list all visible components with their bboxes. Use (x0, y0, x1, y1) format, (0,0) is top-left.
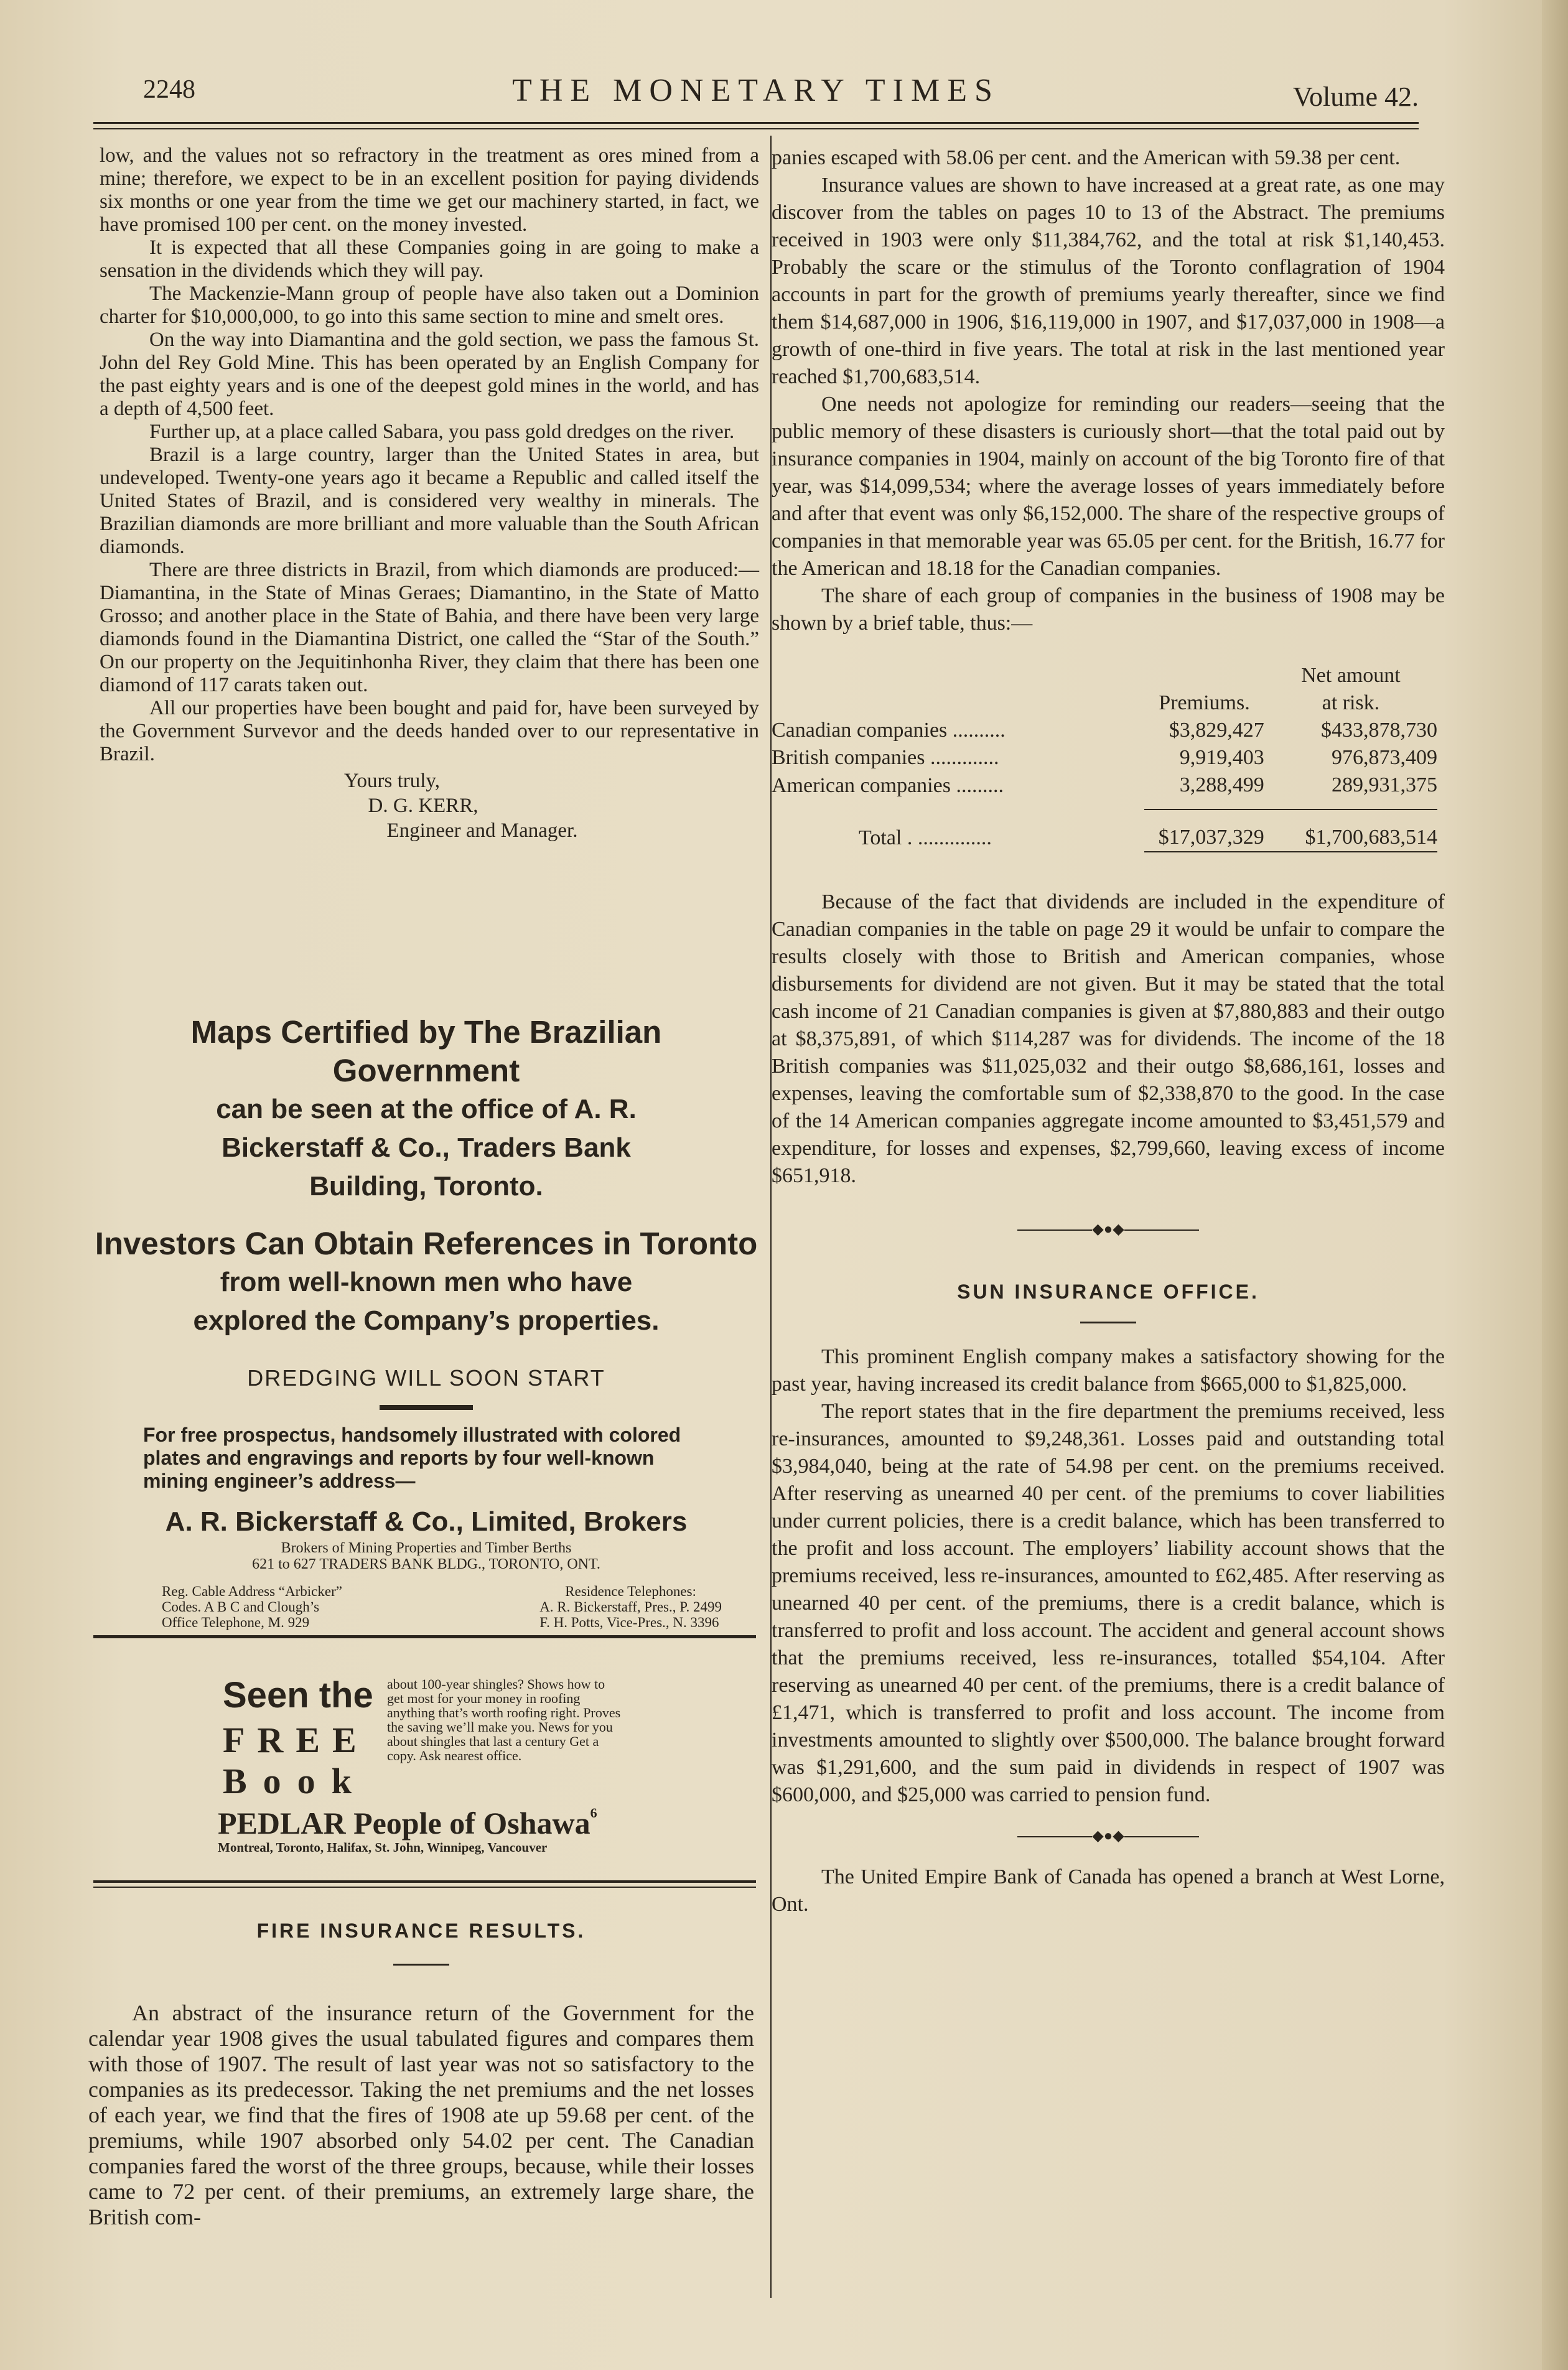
volume-label: Volume 42. (1292, 82, 1419, 112)
signoff-title: Engineer and Manager. (386, 819, 578, 842)
right-column (772, 144, 1445, 1918)
prospectus-text: For free prospectus, handsomely illustrated with colored plates and engravings and reports by four well-known mining engineer’s address— (143, 1424, 681, 1492)
dredging-notice: DREDGING WILL SOON START (247, 1365, 605, 1391)
bickerstaff-advert (93, 1013, 759, 1630)
seen-the-heading: Seen the (223, 1675, 373, 1715)
heading-rule (1080, 1322, 1136, 1323)
table-row (772, 772, 1437, 809)
pedlar-company (218, 1805, 597, 1841)
row-leader: ......... (956, 774, 1004, 797)
letter-paragraph: All our properties have been bought and paid for, have been surveyed by the Government Survevor and the deeds handed over to our representative in Brazil. (100, 697, 759, 765)
row-leader: ............. (930, 746, 999, 769)
maps-line-3: Bickerstaff & Co., Traders Bank (222, 1132, 631, 1163)
section-divider-top (93, 1880, 756, 1883)
maps-line-2: can be seen at the office of A. R. (216, 1094, 637, 1124)
total-leader: . .............. (907, 826, 992, 849)
table-header-row-2 (772, 689, 1437, 717)
table-row (772, 717, 1437, 744)
row-premiums: $3,829,427 (1169, 719, 1264, 742)
residence-line-1: Residence Telephones: (565, 1584, 696, 1599)
total-premiums: $17,037,329 (1144, 809, 1264, 852)
residence-line-2: A. R. Bickerstaff, Pres., P. 2499 (539, 1599, 722, 1615)
fire-insurance-body (88, 2000, 754, 2230)
row-leader: .......... (952, 719, 1006, 742)
page-header (93, 68, 1419, 118)
sun-paragraph: This prominent English company makes a satisfactory showing for the past year, having increased its credit balance from $665,000 to $1,825,000. (772, 1345, 1445, 1396)
advert-bar (380, 1405, 473, 1410)
book-heading: Book (223, 1761, 368, 1801)
pedlar-cities: Montreal, Toronto, Halifax, St. John, Winnipeg, Vancouver (218, 1840, 548, 1855)
row-risk: $433,878,730 (1321, 719, 1437, 742)
letter-paragraph: It is expected that all these Companies going in are going to make a sensation in the dividends which they will pay. (100, 236, 759, 282)
page-number: 2248 (143, 75, 195, 104)
masthead: THE MONETARY TIMES (512, 73, 1000, 108)
residence-line-3: F. H. Potts, Vice-Pres., N. 3396 (539, 1615, 719, 1630)
page-edge (1542, 0, 1568, 2370)
table-header-row-1 (772, 662, 1437, 689)
broker-line-1: Brokers of Mining Properties and Timber Berths (281, 1540, 572, 1556)
article-paragraph: The share of each group of companies in the business of 1908 may be shown by a brief table, thus:— (772, 584, 1445, 635)
cable-info (162, 1584, 342, 1630)
investors-line-2: from well-known men who have (220, 1267, 633, 1297)
maps-line-1: Maps Certified by The Brazilian Government (190, 1014, 662, 1088)
fire-insurance-article (88, 1920, 754, 2230)
sun-paragraph: The report states that in the fire department the premiums received, less re-insurances, amounted to $9,248,361. Losses paid and outstanding total $3,984,040, being at the rate of 54.98 per cent. on the premiums received. After reserving as unearned 40 per cent. of the premiums to cover liabilities under current policies, there is a credit balance, which has been transferred to the profit and loss account. The employers’ liability account shows that the premiums received, less re-insurances, amounted to £62,485. After reserving as unearned 40 per cent. of the premiums, there is a credit balance, which is transferred to profit and loss account. The accident and general account shows that the premiums received, less re-insurances, totalled $54,104. After reserving as unearned 40 per cent. of the premiums, there is a credit balance of £1,471, which is transferred to profit and loss account. The income from investments amounted to slightly over $500,000. The balance brought forward was $1,291,600, and the sum paid in dividends in respect of 1907 was $600,000, and $25,000 was carried to pension fund. (772, 1400, 1445, 1806)
cable-line-1: Reg. Cable Address “Arbicker” (162, 1584, 342, 1599)
empire-bank-note: The United Empire Bank of Canada has opened a branch at West Lorne, Ont. (772, 1865, 1445, 1916)
letter-signoff (100, 768, 759, 843)
letter-paragraph: The Mackenzie-Mann group of people have also taken out a Dominion charter for $10,000,000, to go into this same section to mine and smelt ores. (100, 282, 759, 328)
row-label: Canadian companies (772, 719, 948, 742)
cable-line-3: Office Telephone, M. 929 (162, 1615, 310, 1630)
row-label: British companies (772, 746, 925, 769)
pedlar-advert (218, 1677, 628, 1864)
col-header-premiums: Premiums. (1159, 691, 1250, 714)
letter-paragraph: low, and the values not so refractory in the treatment as ores mined from a mine; therefore, we expect to be in an excellent position for paying dividends six months or one year from the time we get our machinery started, in fact, we have promised 100 per cent. on the money invested. (100, 144, 759, 236)
row-risk: 976,873,409 (1332, 746, 1437, 769)
header-rule-bottom (93, 128, 1419, 129)
signoff-closing: Yours truly, (343, 770, 441, 792)
total-risk: $1,700,683,514 (1264, 809, 1437, 852)
sun-insurance-heading: SUN INSURANCE OFFICE. (957, 1281, 1259, 1303)
fire-insurance-heading: FIRE INSURANCE RESULTS. (256, 1920, 586, 1942)
residence-info (539, 1584, 722, 1630)
investors-line-3: explored the Company’s properties. (193, 1305, 660, 1336)
letter-paragraph: Brazil is a large country, larger than the United States in area, but undeveloped. Twenty-one years ago it became a Republic and called itself the United States of Brazil, and is considered very wealthy in minerals. The Brazilian diamonds are more brilliant and more valuable than the South African diamonds. (100, 444, 759, 558)
pedlar-blurb: about 100-year shingles? Shows how to get most for your money in roofing anything that’s worth roofing right. Proves the saving we’ll make you. News for you about shingles that last a century Get a copy. Ask nearest office. (387, 1676, 621, 1763)
cable-line-2: Codes. A B C and Clough’s (162, 1599, 320, 1615)
heading-rule (393, 1964, 449, 1966)
letter-paragraph: There are three districts in Brazil, from which diamonds are produced:—Diamantina, in the State of Minas Geraes; Diamantino, in the State of Matto Grosso; and another place in the State of Bahia, and there have been very large diamonds found in the Diamantina District, one called the “Star of the South.” On our property on the Jequitinhonha River, they claim that there has been one diamond of 117 carats taken out. (100, 559, 759, 696)
ornament-divider: ◆●◆ (772, 1822, 1445, 1850)
letter-paragraph: On the way into Diamantina and the gold section, we pass the famous St. John del Rey Gold Mine. This has been operated by an English Company for the past eighty years and is one of the deepest gold mines in the world, and has a depth of 4,500 feet. (100, 329, 759, 420)
ornament-divider: ◆●◆ (772, 1216, 1445, 1243)
col-header-net-amount: Net amount (1301, 664, 1401, 687)
maps-line-4: Building, Toronto. (309, 1171, 543, 1201)
premiums-table (772, 662, 1437, 852)
col-header-at-risk: at risk. (1322, 691, 1380, 714)
row-premiums: 3,288,499 (1144, 772, 1264, 809)
letter-column (100, 144, 759, 843)
row-label: American companies (772, 774, 951, 797)
pedlar-ad-number: 6 (590, 1805, 597, 1821)
free-heading: FREE (223, 1720, 369, 1760)
article-paragraph: One needs not apologize for reminding our readers—seeing that the public memory of these disasters is curiously short—that the total paid out by insurance companies in 1904, mainly on account of the big Toronto fire of that year, was $14,099,534; where the average losses of years immediately before and after that event was only $6,152,000. The share of the respective groups of companies in that memorable year was 65.05 per cent. for the British, 16.77 for the American and 18.18 for the Canadian companies. (772, 393, 1445, 580)
investors-line-1: Investors Can Obtain References in Toronto (95, 1226, 758, 1261)
row-premiums: 9,919,403 (1179, 746, 1264, 769)
broker-contacts (162, 1584, 722, 1630)
section-divider-bottom (93, 1887, 756, 1888)
header-rule-top (93, 122, 1419, 124)
letter-paragraph: Further up, at a place called Sabara, you pass gold dredges on the river. (149, 421, 735, 443)
signoff-name: D. G. KERR, (368, 795, 478, 817)
article-paragraph: panies escaped with 58.06 per cent. and the American with 59.38 per cent. (772, 146, 1401, 169)
row-risk: 289,931,375 (1264, 772, 1437, 809)
article-paragraph: Because of the fact that dividends are included in the expenditure of Canadian companies in the table on page 29 it would be unfair to compare the results closely with those to British and American companies, whose disbursements for dividend are not given. But it may be stated that the total cash income of 21 Canadian companies is given at $7,880,883 and their outgo at $8,375,891, of which $114,287 was for dividends. The income of the 18 British companies was $11,025,032 and their outgo $8,686,161, losses and expenses, leaving the comfortable sum of $2,338,870 to the good. In the case of the 14 American companies aggregate income amounted to $3,451,579 and expenditure, for losses and expenses, $2,799,660, leaving excess of income $651,918. (772, 890, 1445, 1187)
pedlar-company-name: PEDLAR People of Oshawa (218, 1806, 590, 1840)
total-label: Total (859, 826, 902, 849)
table-row (772, 744, 1437, 772)
table-total-row (772, 809, 1437, 852)
broker-name: A. R. Bickerstaff & Co., Limited, Brokers (165, 1506, 688, 1537)
article-paragraph: Insurance values are shown to have increased at a great rate, as one may discover from the tables on pages 10 to 13 of the Abstract. The premiums received in 1903 were only $11,384,762, and the total at risk $1,140,453. Probably the scare or the stimulus of the Toronto conflagration of 1904 accounts in part for the growth of premiums yearly thereafter, since we find them $14,687,000 in 1906, $16,119,000 in 1907, and $17,037,000 in 1908—a growth of one-third in five years. The total at risk in the last mentioned year reached $1,700,683,514. (772, 174, 1445, 388)
fire-paragraph: An abstract of the insurance return of the Government for the calendar year 1908 gives the usual tabulated figures and compares them with those of 1907. The result of last year was not so satisfactory to the companies as its predecessor. Taking the net premiums and the net losses of each year, we find that the fires of 1908 ate up 59.68 per cent. of the premiums, while 1907 absorbed only 54.02 per cent. The Canadian companies fared the worst of the three groups, because, while their losses came to 72 per cent. of their premiums, an extremely large share, the British com- (88, 2000, 754, 2229)
broker-line-2: 621 to 627 TRADERS BANK BLDG., TORONTO, ONT. (252, 1556, 600, 1572)
advert-divider (93, 1635, 756, 1638)
